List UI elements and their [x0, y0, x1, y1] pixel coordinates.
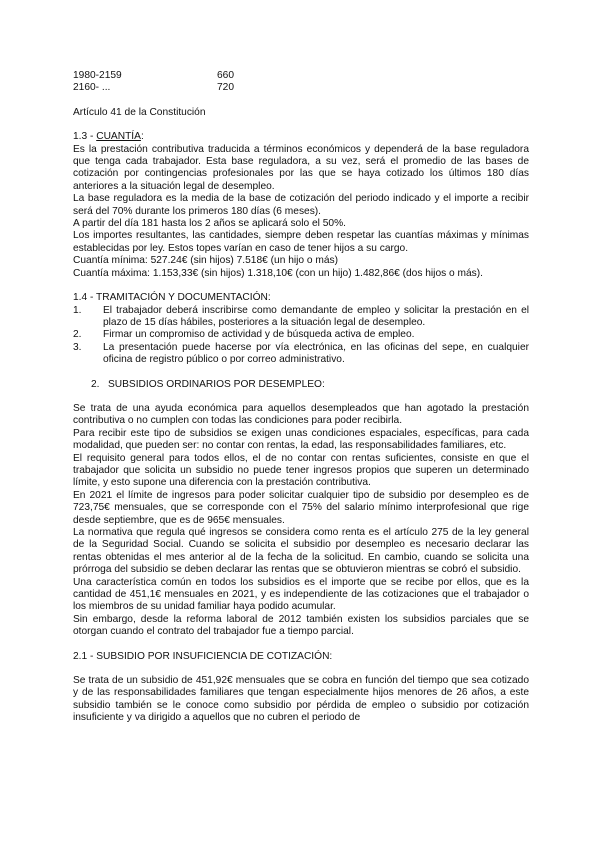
contribution-table: [73, 70, 529, 95]
paragraph: Es la prestación contributiva traducida a términos económicos y dependerá de la base reguladora que tenga cada trabajador. Esta base reguladora, a su vez, será el promedio de las bases de cotización por contingencias profesionales por las que se haya cotizado los últimos 180 días anteriores a la situación legal de desempleo.: [73, 143, 529, 192]
table-range: 1980-2159: [73, 70, 122, 81]
paragraph: Cuantía mínima: 527.24€ (sin hijos) 7.518€ (un hijo o más): [73, 255, 339, 267]
paragraph: Sin embargo, desde la reforma laboral de 2012 también existen los subsidios parciales que se otorgan cuando el contrato del trabajador fue a tiempo parcial.: [73, 613, 529, 638]
list-item: 2. Firmar un compromiso de actividad y de búsqueda activa de empleo.: [73, 329, 415, 341]
document-page: [73, 70, 529, 725]
paragraph: Para recibir este tipo de subsidios se exigen unas condiciones espaciales, específicas, para cada modalidad, que pueden ser: no contar con rentas, la edad, las responsabilidades familiares, etc.: [73, 427, 529, 452]
table-row: [73, 70, 529, 82]
paragraph: En 2021 el límite de ingresos para poder solicitar cualquier tipo de subsidio por desempleo es de 723,75€ mensuales, que se corresponde con el 75% del salario mínimo interprofesional que rige desde septiembre, que es de 965€ mensuales.: [73, 489, 529, 526]
paragraph: La normativa que regula qué ingresos se considera como renta es el artículo 275 de la ley general de la Seguridad Social. Cuando se solicita el subsidio por desempleo es necesario declarar las rentas obtenidas el mes anterior al de la fecha de la solicitud. En cambio, cuando se solicita una prórroga del subsidio se deben declarar las rentas que se obtuvieron mientras se cobró el subsidio.: [73, 527, 529, 576]
paragraph: Cuantía máxima: 1.153,33€ (sin hijos) 1.318,10€ (con un hijo) 1.482,86€ (dos hijos o más).: [73, 267, 483, 279]
article-reference: Artículo 41 de la Constitución: [73, 106, 206, 118]
paragraph: La base reguladora es la media de la base de cotización del periodo indicado y el importe a recibir será del 70% durante los primeros 180 días (6 meses).: [73, 193, 529, 217]
section-1-4-heading: 1.4 - TRAMITACIÓN Y DOCUMENTACIÓN:: [73, 292, 271, 304]
section-2-1-heading: 2.1 - SUBSIDIO POR INSUFICIENCIA DE COTIZACIÓN:: [73, 650, 333, 662]
table-range: 2160- ...: [73, 82, 111, 94]
paragraph: Se trata de un subsidio de 451,92€ mensuales que se cobra en función del tiempo que sea cotizado y de las responsabilidades familiares que tengan especialmente hijos menores de 26 años, a este subsidio también se le conoce como subsidio por pérdida de empleo o subsidio por cotización insuficiente y va dirigido a aquellos que no cubren el periodo de: [73, 675, 529, 724]
paragraph: A partir del día 181 hasta los 2 años se aplicará solo el 50%.: [73, 218, 346, 230]
table-value: 720: [217, 82, 234, 94]
paragraph: El requisito general para todos ellos, el de no contar con rentas suficientes, consiste en que el trabajador que solicita un subsidio no puede tener ingresos propios que superen un determinado límite, y esto supone una diferencia con la prestación contributiva.: [73, 452, 529, 489]
section-2-heading: 2. SUBSIDIOS ORDINARIOS POR DESEMPLEO:: [91, 378, 325, 390]
list-item: 3. La presentación puede hacerse por vía electrónica, en las oficinas del sepe, en cualquier oficina de registro público o por correo administrativo.: [73, 341, 529, 366]
table-row: [73, 82, 529, 94]
paragraph: Los importes resultantes, las cantidades, siempre deben respetar las cuantías máximas y mínimas establecidas por ley. Estos topes varían en caso de tener hijos a su cargo.: [73, 230, 529, 254]
table-value: 660: [217, 70, 234, 81]
list-item: 1. El trabajador deberá inscribirse como demandante de empleo y solicitar la prestación en el plazo de 15 días hábiles, posteriores a la situación legal de desempleo.: [73, 304, 529, 328]
paragraph: Una característica común en todos los subsidios es el importe que se recibe por ellos, que es la cantidad de 451,1€ mensuales en 2021, y es independiente de las cotizaciones que el trabajador o los miembros de su unidad familiar haya podido acumular.: [73, 576, 529, 613]
section-1-3-heading: 1.3 - CUANTÍA:: [73, 131, 144, 143]
paragraph: Se trata de una ayuda económica para aquellos desempleados que han agotado la prestación contributiva o no cumplen con todas las condiciones para poder recibirla.: [73, 402, 529, 427]
